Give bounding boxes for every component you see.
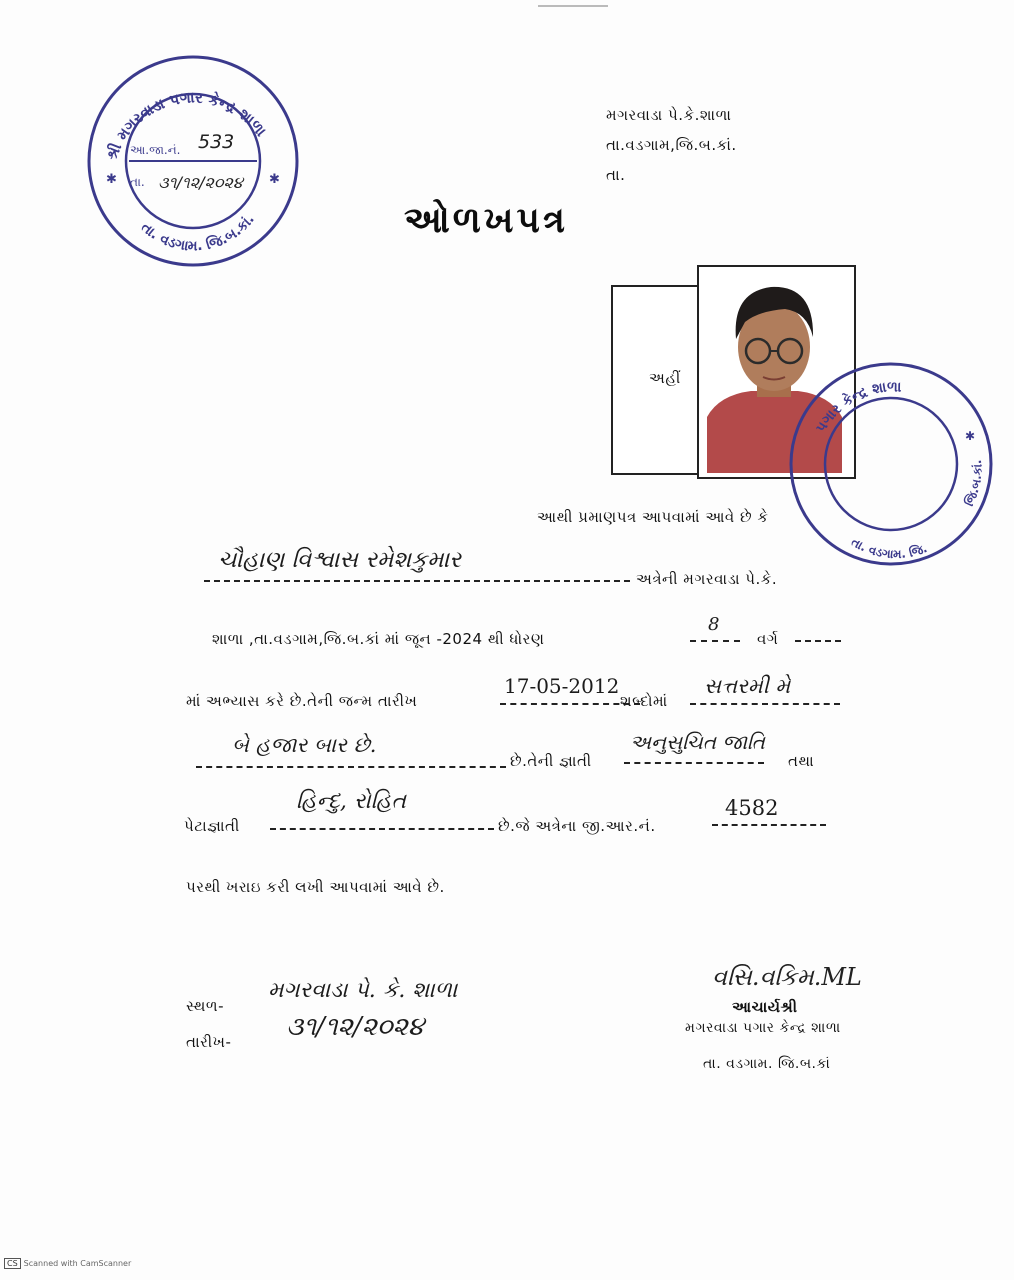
stamp-left-date-label: તા. xyxy=(130,175,145,189)
words-label: શબ્દોમાં xyxy=(620,692,668,710)
school-name-line1: મગરવાડા પે.કે.શાળા xyxy=(606,106,732,124)
place-value: મગરવાડા પે. કે. શાળા xyxy=(268,978,458,1003)
gr-number: 4582 xyxy=(725,796,779,820)
signature-school-name: મગરવાડા પગાર કેન્દ્ર શાળા xyxy=(685,1020,841,1036)
top-edge-mark xyxy=(538,0,608,7)
principal-signature: વસિ.વકિમ.ML xyxy=(712,963,862,991)
birth-date-words-2: બે હજાર બાર છે. xyxy=(232,733,377,757)
birth-date: 17-05-2012 xyxy=(504,674,620,698)
student-name: ચૌહાણ વિશ્વાસ રમેશકુમાર xyxy=(218,547,462,573)
caste-underline xyxy=(624,762,764,764)
birth-date-underline xyxy=(500,703,640,705)
subcaste-label: પેટાજ્ઞાતી xyxy=(184,817,240,835)
birth-date-words-1: સત્તરમી મે xyxy=(704,674,791,698)
star-icon: ✱ xyxy=(269,172,280,187)
stamp-right-ring-text: પગાર કેન્દ્ર શાળા xyxy=(813,379,902,436)
stamp-right-inner-ring xyxy=(825,398,957,530)
place-label: સ્થળ- xyxy=(186,997,225,1015)
subcaste-underline xyxy=(270,828,494,830)
and-label: તથા xyxy=(788,752,815,770)
standard-value: 8 xyxy=(708,614,720,635)
caste-label: છે.તેની જ્ઞાતી xyxy=(510,752,592,770)
stamp-left-date-value: ૩૧/૧૨/૨૦૨૪ xyxy=(158,173,243,192)
class-underline xyxy=(795,640,841,642)
photo-placeholder-frame xyxy=(611,285,703,475)
stamp-left-ring-text: શ્રી મગરવાડા પગાર કેન્દ્ર શાળા xyxy=(102,88,271,163)
gr-underline xyxy=(712,824,826,826)
star-icon: ✱ xyxy=(965,429,976,443)
photo-placeholder-text: અહીં xyxy=(649,369,681,387)
words-underline xyxy=(690,703,840,705)
date-label: તારીખ- xyxy=(186,1033,232,1051)
stamp-left-bottom-text: તા. વડગામ. જિ.બ.કાં. xyxy=(137,211,258,255)
stamp-right-svg xyxy=(785,358,997,570)
school-address-line2: તા.વડગામ,જિ.બ.કાં. xyxy=(606,136,737,154)
school-address-line3: તા. xyxy=(606,166,626,184)
line3-prefix: માં અભ્યાસ કરે છે.તેની જન્મ તારીખ xyxy=(186,692,418,710)
camscanner-icon: CS xyxy=(4,1258,21,1269)
gr-label: છે.જે અત્રેના જી.આર.નં. xyxy=(498,817,656,835)
scanner-watermark xyxy=(4,1258,131,1269)
scanner-text: Scanned with CamScanner xyxy=(23,1259,132,1268)
document-title: ઓળખપત્ર xyxy=(404,200,568,241)
subcaste-value: હિન્દુ, રોહિત xyxy=(296,789,406,814)
stamp-left-svg xyxy=(82,50,304,272)
name-underline xyxy=(204,580,630,582)
caste-value: અનુસુચિત જાતિ xyxy=(630,730,765,754)
stamp-left xyxy=(82,50,304,272)
certificate-intro: આથી પ્રમાણપત્ર આપવામાં આવે છે કે xyxy=(537,508,769,526)
star-icon: ✱ xyxy=(106,172,117,187)
stamp-right-side-text: જિ.બ.કાં. xyxy=(961,459,985,509)
principal-designation: આચાર્યશ્રી xyxy=(732,998,798,1016)
stamp-left-no-label: આ.જા.નં. xyxy=(130,143,181,157)
line2-text: શાળા ,તા.વડગામ,જિ.બ.કાં માં જૂન -2024 થી ધોરણ xyxy=(212,630,545,648)
stamp-left-no-value: 533 xyxy=(198,131,235,153)
stamp-right-bottom-text: તા. વડગામ. જિ. xyxy=(848,534,930,562)
after-name-text: અત્રેની મગરવાડા પે.કે. xyxy=(636,570,778,588)
closing-text: પરથી ખરાઇ કરી લખી આપવામાં આવે છે. xyxy=(186,878,445,896)
class-label: વર્ગ xyxy=(757,630,779,648)
words2-underline xyxy=(196,766,506,768)
stamp-right xyxy=(785,358,997,570)
signature-taluka: તા. વડગામ. જિ.બ.કાં xyxy=(703,1056,831,1072)
standard-underline xyxy=(690,640,740,642)
date-value: ૩૧/૧૨/૨૦૨૪ xyxy=(286,1012,424,1042)
